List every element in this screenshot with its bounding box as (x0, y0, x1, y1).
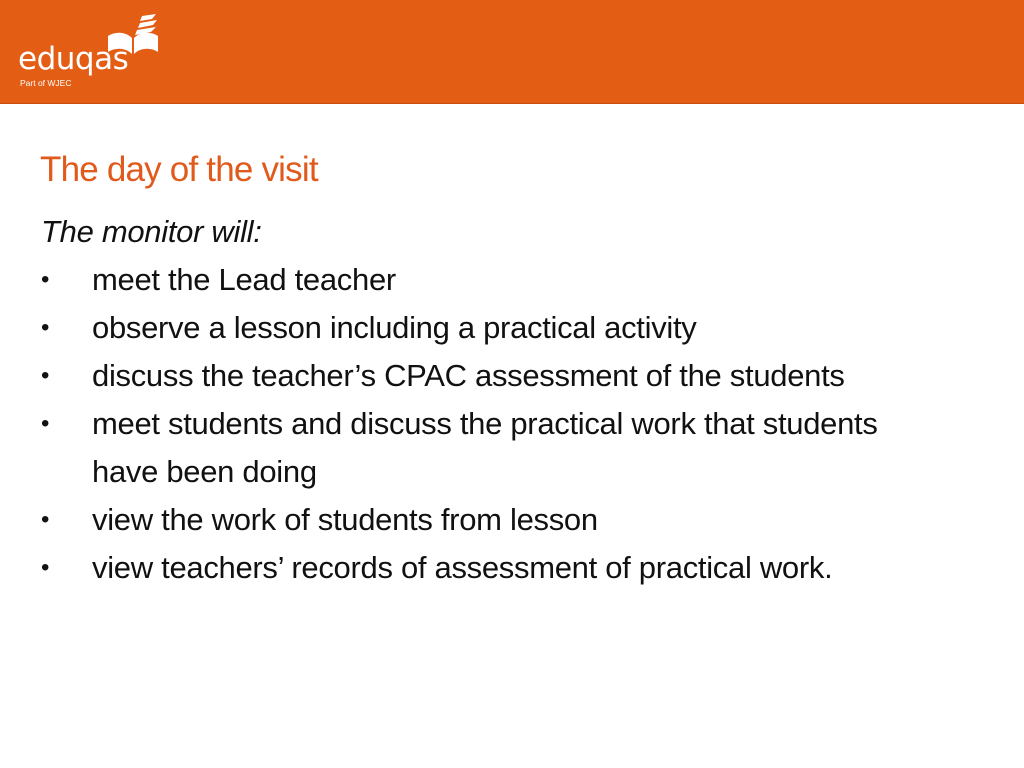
bullet-item (40, 400, 940, 496)
bullet-text: discuss the teacher’s CPAC assessment of the students (92, 358, 845, 393)
intro-text: The monitor will: (41, 214, 262, 249)
bullet-dot: • (41, 266, 50, 293)
bullet-dot: • (41, 506, 50, 533)
bullet-text: meet the Lead teacher (92, 262, 396, 297)
bullet-text: meet students and discuss the practical work that students have been doing (92, 406, 878, 489)
bullet-item (40, 256, 940, 304)
bullet-item (40, 544, 940, 592)
bullet-text: view teachers’ records of assessment of practical work. (92, 550, 833, 585)
eduqas-logo (16, 14, 166, 94)
slide-title: The day of the visit (40, 150, 318, 189)
logo-subtitle: Part of WJEC (20, 78, 72, 88)
bullet-text: observe a lesson including a practical activity (92, 310, 697, 345)
header-bar (0, 0, 1024, 104)
logo-wordmark: eduqas (18, 41, 129, 77)
bullet-dot: • (41, 410, 50, 437)
bullet-dot: • (41, 362, 50, 389)
bullet-item (40, 304, 940, 352)
bullet-list (40, 256, 940, 592)
bullet-item (40, 352, 940, 400)
bullet-dot: • (41, 554, 50, 581)
bullet-dot: • (41, 314, 50, 341)
bullet-text: view the work of students from lesson (92, 502, 598, 537)
bullet-item (40, 496, 940, 544)
